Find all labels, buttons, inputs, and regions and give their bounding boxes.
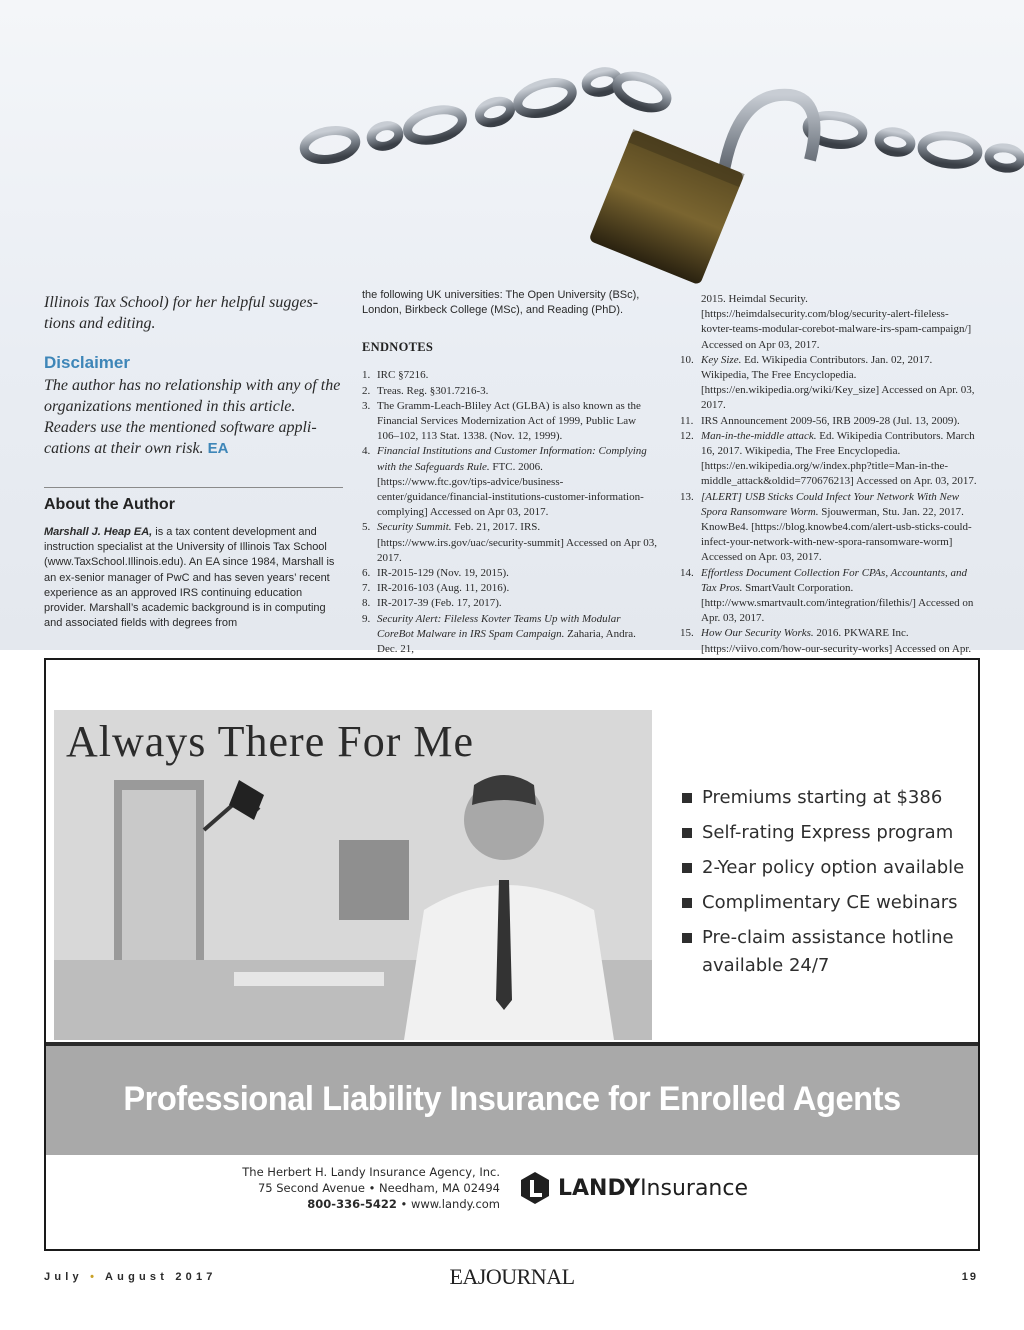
- author-name: Marshall J. Heap EA,: [44, 526, 153, 538]
- endnote-item: [362, 399, 658, 445]
- author-bio-text: is a tax content development and instruction specialist at the University of Illinois Tax School (www.TaxSchool.Illinois.edu). An EA since 1984, Marshall is an ex-senior manager of PwC and has seven years’ recent experience as an approved IRS continuing education provider. Marshall’s academic background is in computing and associated fields with degrees from: [44, 526, 335, 630]
- endnotes-list: [362, 368, 658, 657]
- endnote-item: [362, 566, 658, 581]
- endnote-item: [362, 444, 658, 520]
- endnote-text: Treas. Reg. §301.7216-3.: [377, 384, 489, 397]
- column-right: [680, 292, 980, 672]
- agency-website: • www.landy.com: [396, 1197, 500, 1211]
- endnote-text: IRS Announcement 2009-56, IRB 2009-28 (Jul. 13, 2009).: [701, 414, 960, 427]
- endnote-number: 5.: [362, 521, 371, 534]
- endnote-item: [362, 520, 658, 566]
- ad-feature-item: [682, 819, 972, 847]
- endnote-text: IRC §7216.: [377, 369, 429, 382]
- endnote-text: Ed. Wikipedia Contributors. March 16, 2017. Wikipedia, The Free Encyclopedia. [https://en.wikipedia.org/w/index.php?title=Man-in-the-middle_attack&oldid=770676213] Accessed on Apr. 03, 2017.: [701, 429, 977, 488]
- page-number: 19: [961, 1271, 978, 1283]
- ad-feature-text: Premiums starting at $386: [702, 787, 943, 808]
- bullet-square-icon: [682, 793, 692, 803]
- endnote-number: 13.: [680, 490, 694, 503]
- ad-feature-item: [682, 889, 972, 917]
- endnote-title: Man-in-the-middle attack.: [701, 429, 817, 442]
- about-author-heading: About the Author: [44, 496, 175, 513]
- bullet-square-icon: [682, 863, 692, 873]
- advertisement: [44, 658, 980, 1251]
- column-middle: [362, 288, 658, 657]
- logo-journal: JOURNAL: [477, 1264, 575, 1289]
- bio-continuation: the following UK universities: The Open University (BSc), London, Birkbeck College (MSc), and Reading (PhD).: [362, 289, 640, 317]
- endnote-item: [362, 596, 658, 611]
- agency-address: 75 Second Avenue • Needham, MA 02494: [257, 1181, 500, 1195]
- disclaimer-body: The author has no relationship with any of the organizations mentioned in this article. Readers use the mentioned software appli- cations at their own risk.: [44, 377, 341, 457]
- ad-feature-item: [682, 924, 972, 980]
- landy-wordmark-bold: LANDY: [558, 1175, 641, 1201]
- endnote-item: [680, 414, 980, 429]
- chain-padlock-image: [290, 50, 1024, 290]
- endnote-number: 8.: [362, 597, 371, 610]
- endnote-text: Feb. 21, 2017. IRS. [https://www.irs.gov/uac/security-summit] Accessed on Apr 03, 2017.: [377, 521, 658, 564]
- endnote-title: How Our Security Works.: [701, 627, 814, 640]
- author-bio: [44, 525, 344, 631]
- endnote-text: 2015. Heimdal Security. [https://heimdalsecurity.com/blog/security-alert-fileless-kovter-teams-modular-corebot-malware-irs-spam-campaign/] Accessed on Apr 03, 2017.: [701, 293, 972, 351]
- endnote-title: Effortless Document Collection For CPAs, Accountants, and Tax Pros.: [701, 566, 968, 594]
- endnote-item: [680, 566, 980, 627]
- endnote-item: [362, 581, 658, 596]
- endnote-item: [362, 384, 658, 399]
- endnote-number: 2.: [362, 384, 371, 397]
- agency-name: The Herbert H. Landy Insurance Agency, Inc.: [242, 1165, 500, 1179]
- endnote-title: Financial Institutions and Customer Information: Complying with the Safeguards Rule.: [377, 445, 647, 473]
- endnote-text: IR-2015-129 (Nov. 19, 2015).: [377, 567, 509, 580]
- ad-feature-text: Pre-claim assistance hotline available 24/7: [702, 927, 954, 976]
- endnote-item: [680, 490, 980, 566]
- endnote-number: 7.: [362, 582, 371, 595]
- agency-phone: 800-336-5422: [307, 1197, 397, 1211]
- endnote-text: 2016. PKWARE Inc. [https://viivo.com/how-our-security-works] Accessed on Apr.: [701, 627, 972, 655]
- endnote-number: 9.: [362, 612, 371, 625]
- endnote-text: The Gramm-Leach-Bliley Act (GLBA) is also known as the Financial Services Modernization Act of 1999, Public Law 106–102, 113 Stat. 1338. (Nov. 12, 1999).: [377, 399, 641, 443]
- ad-feature-text: Self-rating Express program: [702, 822, 954, 843]
- endnote-item: [680, 292, 980, 353]
- endnote-text: Zaharia, Andra. Dec. 21,: [377, 627, 636, 656]
- endnote-title: Key Size.: [701, 353, 742, 366]
- logo-ea: EA: [449, 1264, 478, 1289]
- endnote-text: FTC. 2006. [https://www.ftc.gov/tips-advice/business-center/guidance/financial-institutions-customer-information-complying] Accessed on Apr 03, 2017.: [377, 460, 644, 519]
- endnote-item: [680, 429, 980, 490]
- ad-headline: Always There For Me: [66, 717, 474, 766]
- column-left: [44, 292, 344, 631]
- endnote-title: Security Summit.: [377, 521, 452, 534]
- ad-feature-list: [682, 784, 972, 987]
- endnote-item: [362, 368, 658, 383]
- ad-feature-item: [682, 854, 972, 882]
- endnote-text: IR-2017-39 (Feb. 17, 2017).: [377, 597, 502, 610]
- endnote-number: 15.: [680, 627, 694, 640]
- acknowledgment-text: Illinois Tax School) for her helpful sugges- tions and editing.: [44, 294, 319, 332]
- bullet-square-icon: [682, 828, 692, 838]
- ad-feature-text: 2-Year policy option available: [702, 857, 965, 878]
- agency-phone-web: [216, 1196, 500, 1212]
- endnote-text: IR-2016-103 (Aug. 11, 2016).: [377, 582, 510, 595]
- ad-feature-item: [682, 784, 972, 812]
- endnote-number: 1.: [362, 369, 371, 382]
- endnote-number: 3.: [362, 399, 371, 412]
- bullet-square-icon: [682, 933, 692, 943]
- endnote-text: SmartVault Corporation. [http://www.smartvault.com/integration/filethis/] Accessed on Apr. 03, 2017.: [701, 581, 974, 625]
- ea-journal-logo: [440, 1264, 584, 1290]
- end-mark: EA: [207, 440, 229, 457]
- endnote-title: [ALERT] USB Sticks Could Infect Your Network With New Spora Ransomware Worm.: [701, 490, 960, 518]
- issue-month-2: August 2017: [105, 1271, 217, 1283]
- endnote-number: 12.: [680, 429, 694, 442]
- endnotes-heading: ENDNOTES: [362, 340, 434, 355]
- landy-logo-icon: [518, 1171, 552, 1205]
- issue-month-1: July: [44, 1271, 83, 1283]
- issue-separator: •: [90, 1271, 99, 1283]
- disclaimer-text: [44, 375, 344, 459]
- endnote-number: 6.: [362, 567, 371, 580]
- landy-wordmark-light: Insurance: [640, 1175, 748, 1201]
- endnote-text: Sjouwerman, Stu. Jan. 22, 2017. KnowBe4. [https://blog.knowbe4.com/alert-usb-sticks-could-infect-your-network-with-new-spora-ransomware-worm] Accessed on Apr. 03, 2017.: [701, 505, 972, 564]
- endnote-text: Ed. Wikipedia Contributors. Jan. 02, 2017. Wikipedia, The Free Encyclopedia. [https://en.wikipedia.org/wiki/Key_size] Accessed on Apr. 03, 2017.: [701, 353, 975, 412]
- endnote-number: 4.: [362, 445, 371, 458]
- endnote-number: 11.: [680, 414, 694, 427]
- bullet-square-icon: [682, 898, 692, 908]
- endnotes-list-continued: [680, 292, 980, 672]
- ad-feature-text: Complimentary CE webinars: [702, 892, 958, 913]
- endnote-item: [362, 612, 658, 658]
- section-divider: [44, 487, 343, 488]
- endnote-title: Security Alert: Fileless Kovter Teams Up with Modular CoreBot Malware in IRS Spam Campaign.: [377, 612, 621, 640]
- issue-date: [44, 1271, 217, 1283]
- disclaimer-heading: Disclaimer: [44, 353, 130, 372]
- endnote-number: 14.: [680, 566, 694, 579]
- landy-wordmark: [558, 1176, 748, 1201]
- endnote-number: 10.: [680, 353, 694, 366]
- endnote-item: [680, 353, 980, 414]
- ad-banner: [46, 1042, 978, 1155]
- landy-logo: [518, 1168, 748, 1208]
- ad-banner-text: Professional Liability Insurance for Enrolled Agents: [123, 1080, 901, 1118]
- agency-contact: [216, 1164, 500, 1212]
